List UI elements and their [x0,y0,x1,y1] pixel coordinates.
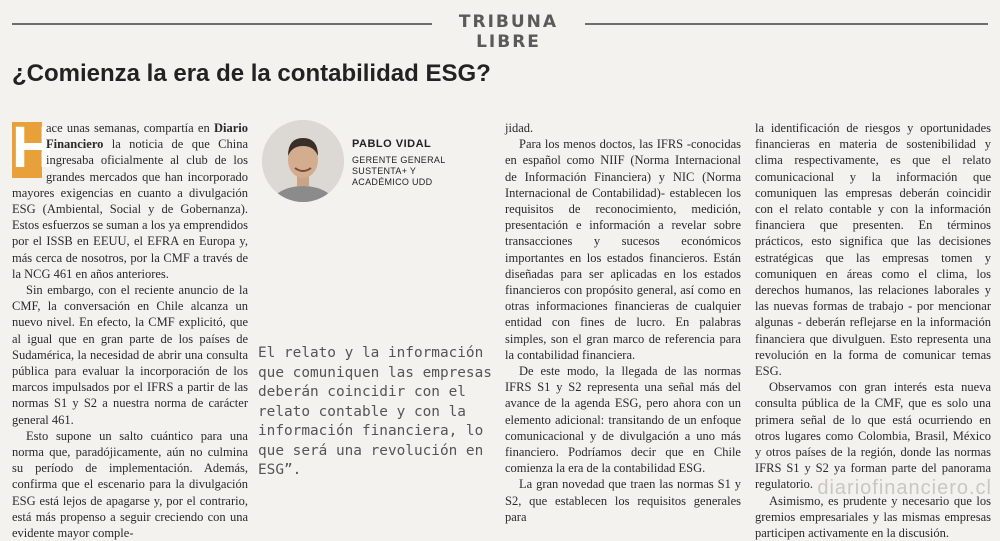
paragraph-continuation: jidad. [505,121,534,135]
paragraph-novedad: La gran novedad que traen las normas S1 y S2, que establecen los requisitos generales para [505,477,741,524]
pull-quote: El relato y la información que comuniquen las empresas deberán coincidir con el relato contable y con la información financiera, lo que será una revolución en ESG”. [258,345,492,478]
publication-name: Diario Financiero [46,121,248,152]
headline: ¿Comienza la era de la contabilidad ESG? [12,60,491,87]
paragraph-1 [12,115,248,282]
paragraph-s1-s2: De este modo, la llegada de las normas IFRS S1 y S2 representa una señal más del avance de la agenda ESG, pero ahora con un elemento adicional: transitando de un enfoque comunicacional y de divulgación a uno más financiero. Podríamos decir que en Chile comienza la era de la contabilidad ESG. [505,364,741,476]
author-role-line: SUSTENTA+ Y [352,166,417,176]
paragraph-3: Esto supone un salto cuántico para una norma que, paradójicamente, aún no culmina su período de implementación. Además, confirma que el escenario para la divulgación ESG está lejos de apagarse y, por el contrario, está más propenso a seguir creciendo con una evidente mayor comple- [12,428,248,541]
author-portrait-icon [262,120,344,202]
section-label: TRIBUNA LIBRE [458,12,559,52]
paragraph-consulta: Observamos con gran interés esta nueva consulta pública de la CMF, que es solo una primera señal de lo que está ocurriendo en otros lugares como Colombia, Brasil, México y otros países de la región, donde las normas IFRS S1 y S2 ya forman parte del panorama regulatorio. [755,380,991,492]
article-column-1 [12,115,248,541]
paragraph-ifrs: Para los menos doctos, las IFRS -conocidas en español como NIIF (Norma Internacional de Información Financiera) y NIC (Norma Internacional de Contabilidad)- establecen los requisitos de reconocimiento, medición, presentación e información a revelar sobre transacciones y sucesos económicos importantes en los estados financieros. Están diseñadas para ser aplicadas en los estados financieros con propósito general, así como en otras informaciones financieras de cualquier entidad con fines de lucro. En palabras simples, son el gran marco de referencia para la contabilidad financiera. [505,137,741,362]
author-role-line: GERENTE GENERAL [352,155,446,165]
article-column-3 [505,120,741,525]
watermark: diariofinanciero.cl [817,477,992,499]
author-name: PABLO VIDAL [352,138,432,150]
paragraph-1-body: la noticia de que China ingresaba oficialmente al club de los grandes mercados que han incorporado mayores exigencias en cuanto a divulgación ESG (Ambiental, Social y de Gobernanza). Estos esfuerzos se suman a los ya emprendidos por el ISSB en EEUU, el EFRA en Europa y, más cerca de nosotros, por la CMF a través de la NCG 461 en años anteriores. [12,137,248,281]
paragraph-continuation: la identificación de riesgos y oportunidades financieras en materia de sostenibilidad y clima respectivamente, es que el relato comunicacional y la información que comuniquen las empresas deberán coincidir con el relato contable y con la información financiera que presenten. En términos prácticos, esto significa que las decisiones estratégicas que las empresas tomen y comuniquen en áreas como el clima, los derechos humanos, las relaciones laborales y las nuevas formas de trabajo - por mencionar algunas - deberán reflejarse en la información financiera que divulguen. Esto representa una revolución en la forma de comunicar temas ESG. [755,121,991,379]
paragraph-gremios: Asimismo, es prudente y necesario que los gremios empresariales y las mismas empresas participen activamente en la discusión. [755,493,991,541]
author-photo [262,120,344,202]
section-rule-left [12,23,432,25]
author-block [352,138,492,188]
paragraph-2: Sin embargo, con el reciente anuncio de la CMF, la conversación en Chile alcanza un nuevo nivel. En efecto, la CMF explicitó, que al igual que en gran parte de los países de Sudamérica, la necesidad de abrir una consulta pública para evaluar la incorporación de los marcos impulsados por el IFRS a partir de las normas S1 y S2 a nuestra norma de carácter general 461. [12,283,248,427]
section-rule-right [585,23,988,25]
author-role-line: ACADÉMICO UDD [352,177,433,187]
author-role [352,155,492,188]
drop-cap: H [12,115,54,180]
paragraph-1-lead: ace unas semanas, compartía en [46,121,214,135]
